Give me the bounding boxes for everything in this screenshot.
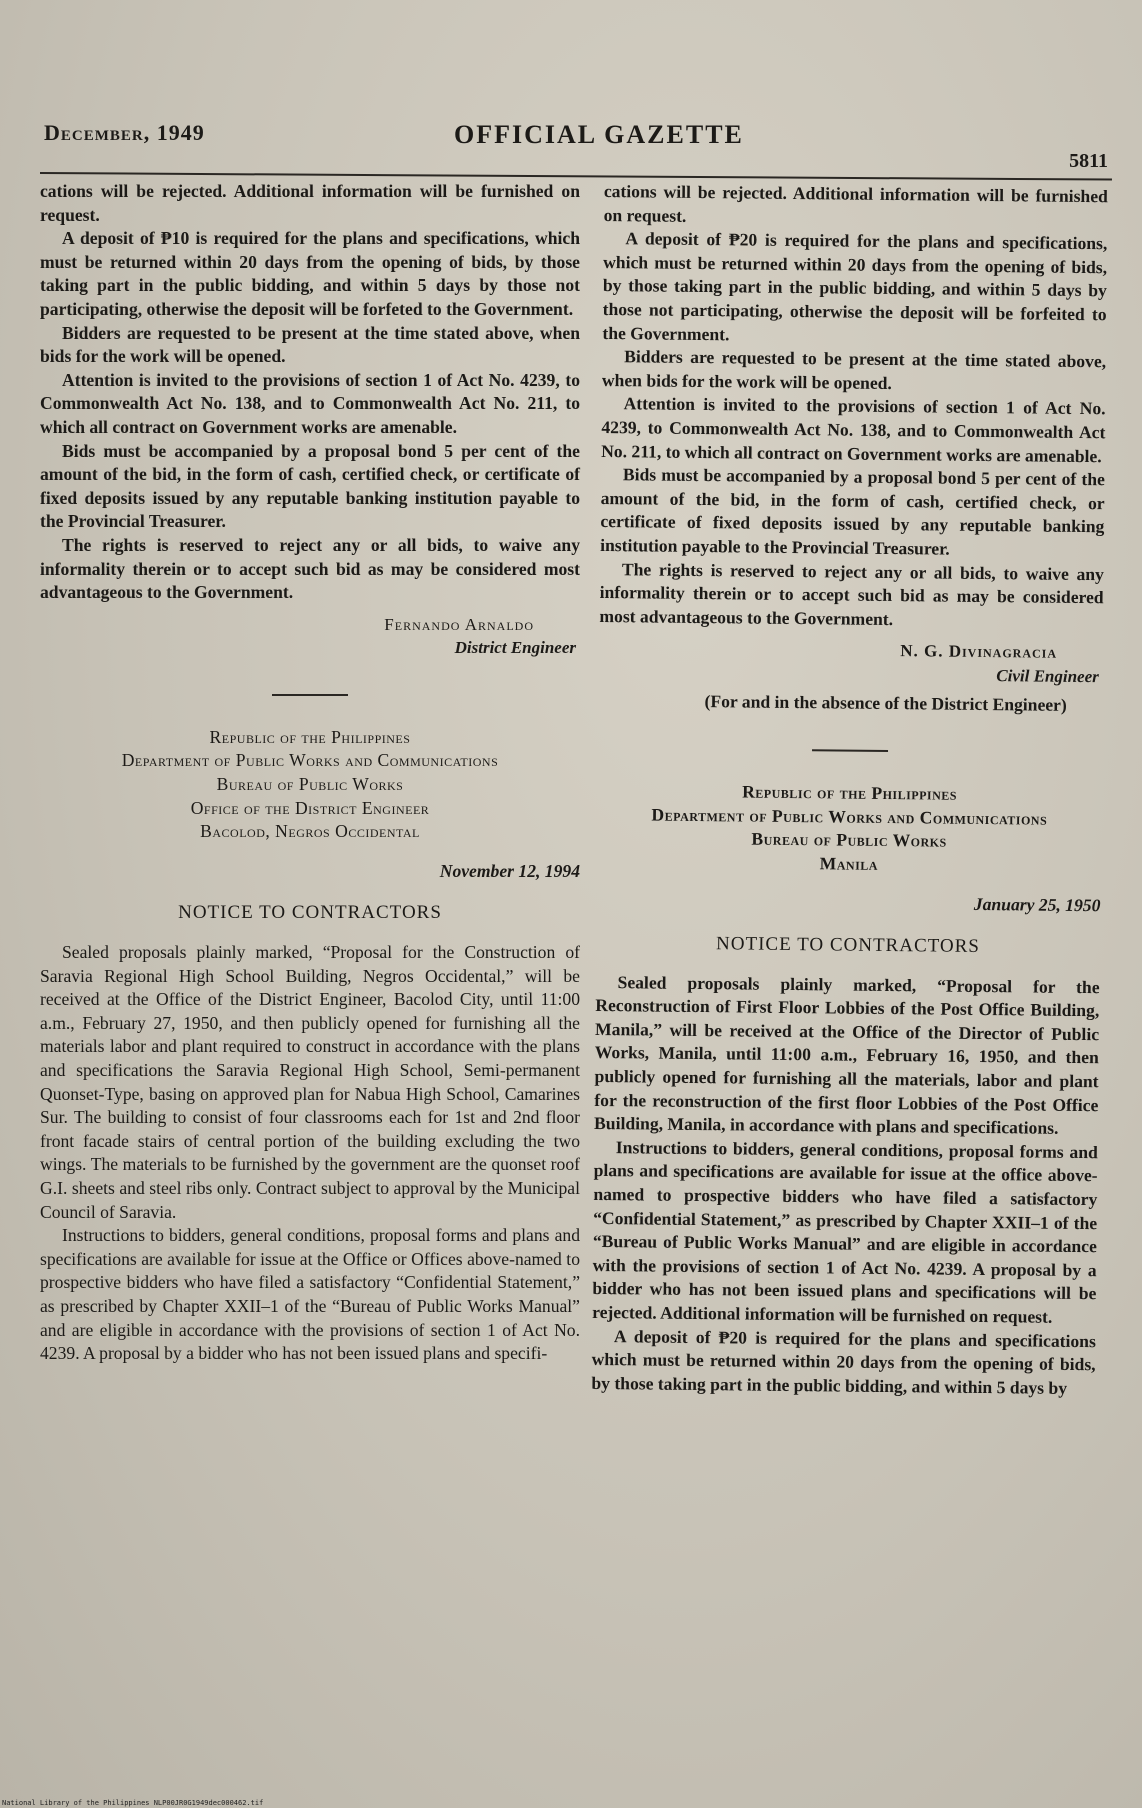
left-bond-paragraph: Bids must be accompanied by a proposal bond 5 per cent of the amount of the bid, in the form of cash, certified check, or certificate of fixed deposits issued by any reputable banking institution payable to the Provincial Treasurer. bbox=[40, 440, 580, 532]
left-heading-bureau: Bureau of Public Works bbox=[216, 774, 404, 795]
scan-credit: National Library of the Philippines NLP00JR0G1949dec000462.tif bbox=[2, 1799, 264, 1807]
left-column bbox=[40, 180, 580, 1366]
header-publication-title: OFFICIAL GAZETTE bbox=[454, 120, 744, 149]
left-heading-office: Office of the District Engineer bbox=[190, 797, 430, 818]
left-heading-location: Bacolod, Negros Occidental bbox=[200, 821, 420, 842]
right-notice-date: January 25, 1950 bbox=[973, 894, 1101, 916]
right-rights-paragraph: The rights is reserved to reject any or all bids, to waive any informality therein or to accept such bid as may be considered most advantageous to the Government. bbox=[599, 558, 1105, 629]
right-notice-paragraph-2: Instructions to bidders, general conditions, proposal forms and plans and specifications are available for issue at the office above-named to prospective bidders who have filed a satisfactory “Confidential Statement,” as prescribed by Chapter XXII–1 of the “Bureau of Public Works Manual” and are eligible in accordance with the provisions of section 1 of Act No. 4239. A proposal by a bidder who has not been issued plans and specifications will be rejected. Additional information will be furnished on request. bbox=[592, 1136, 1098, 1327]
right-heading-department: Department of Public Works and Communications bbox=[651, 804, 1048, 829]
right-continued-paragraph: cations will be rejected. Additional information will be furnished on request. bbox=[603, 180, 1108, 226]
right-notice-paragraph-3: A deposit of ₱20 is required for the plans and specifications which must be returned within 20 days from the opening of bids, by those taking part in the public bidding, and within 5 days by bbox=[591, 1325, 1096, 1398]
left-notice-paragraph-2: Instructions to bidders, general conditions, proposal forms and plans and specifications are available for issue at the Office or Offices above-named to prospective bidders who have filed a satisfactory “Confidential Statement,” as prescribed by Chapter XXII–1 of the “Bureau of Public Works Manual” and are eligible in accordance with the provisions of section 1 of Act No. 4239. A proposal by a bidder who has not been issued plans and specifi- bbox=[40, 1225, 580, 1364]
right-section-divider bbox=[812, 749, 888, 752]
left-bidders-paragraph: Bidders are requested to be present at the time stated above, when bids for the work will be opened. bbox=[40, 322, 580, 367]
left-signature-name: Fernando Arnaldo bbox=[384, 614, 534, 634]
left-continued-paragraph: cations will be rejected. Additional information will be furnished on request. bbox=[40, 181, 580, 225]
left-heading-department: Department of Public Works and Communications bbox=[121, 750, 499, 771]
right-heading-location: Manila bbox=[819, 853, 879, 874]
right-signature-title: Civil Engineer bbox=[996, 666, 1099, 687]
header-date: December, 1949 bbox=[44, 120, 205, 145]
left-notice-title: NOTICE TO CONTRACTORS bbox=[178, 902, 442, 924]
right-bidders-paragraph: Bidders are requested to be present at the time stated above, when bids for the work will be opened. bbox=[601, 346, 1107, 393]
right-notice-paragraph-1: Sealed proposals plainly marked, “Proposal for the Reconstruction of First Floor Lobbies of the Post Office Building, Manila,” will be received at the Office of the Director of Public Works, Manila, until 11:00 a.m., February 16, 1950, and then publicly opened for furnishing all the materials, labor and plant for the reconstruction of the first floor Lobbies of the Post Office Building, Manila, in accordance with plans and specifications. bbox=[594, 971, 1100, 1138]
right-signature-block bbox=[599, 636, 1103, 688]
left-attention-paragraph: Attention is invited to the provisions of section 1 of Act No. 4239, to Commonwealth Act No. 138, and to Commonwealth Act No. 211, to which all contract on Government works are amenable. bbox=[40, 369, 580, 437]
right-bond-paragraph: Bids must be accompanied by a proposal bond 5 per cent of the amount of the bid, in the form of cash, certified check, or certificate of fixed deposits issued by any reputable banking institution payable to the Provincial Treasurer. bbox=[600, 464, 1105, 559]
right-heading-republic: Republic of the Philippines bbox=[742, 781, 958, 804]
right-notice-title: NOTICE TO CONTRACTORS bbox=[715, 933, 981, 958]
right-attention-paragraph: Attention is invited to the provisions of section 1 of Act No. 4239, to Commonwealth Act No. 138, and to Commonwealth Act No. 211, to which all contract on Government works are amenable. bbox=[601, 393, 1106, 466]
left-rights-paragraph: The rights is reserved to reject any or all bids, to waive any informality therein or to accept such bid as may be considered most advantageous to the Government. bbox=[40, 534, 580, 603]
left-signature-block bbox=[40, 613, 580, 660]
left-notice-paragraph-1: Sealed proposals plainly marked, “Proposal for the Construction of Saravia Regional High School Building, Negros Occidental,” will be received at the Office of the District Engineer, Bacolod City, until 11:00 a.m., February 27, 1950, and then publicly opened for furnishing all the materials labor and plant required to construct in accordance with the plans and specifications the Saravia Regional High School, Semi-permanent Quonset-Type, basing on approved plan for Nabua High School, Camarines Sur. The building to consist of four classrooms each for 1st and 2nd floor front facade stairs of central portion of the building excluding the two wings. The materials to be furnished by the government are the quonset roof G.I. sheets and steel ribs only. Contract subject to approval by the Municipal Council of Saravia. bbox=[40, 942, 580, 1222]
left-notice-date: November 12, 1994 bbox=[439, 860, 580, 881]
header-page-number: 5811 bbox=[1069, 150, 1108, 172]
left-section-divider bbox=[272, 694, 348, 696]
right-heading-bureau: Bureau of Public Works bbox=[751, 828, 947, 851]
left-deposit-paragraph: A deposit of ₱10 is required for the plans and specifications, which must be returned within 20 days from the opening of bids, by those taking part in the public bidding, and within 5 days by those not participating, otherwise the deposit will be forfeted to the Government. bbox=[40, 228, 580, 319]
right-signature-name: N. G. Divinagracia bbox=[900, 641, 1058, 663]
left-signature-title: District Engineer bbox=[454, 638, 576, 658]
right-deposit-paragraph: A deposit of ₱20 is required for the plans and specifications, which must be returned within 20 days from the opening of bids, by those taking part in the public bidding, and within 5 days by those not participating, otherwise the deposit will be forfeited to the Government. bbox=[602, 228, 1108, 344]
right-signature-note: (For and in the absence of the District Engineer) bbox=[704, 691, 1067, 716]
page-header bbox=[42, 108, 1112, 172]
right-column bbox=[591, 180, 1108, 1401]
left-heading-republic: Republic of the Philippines bbox=[209, 726, 411, 747]
